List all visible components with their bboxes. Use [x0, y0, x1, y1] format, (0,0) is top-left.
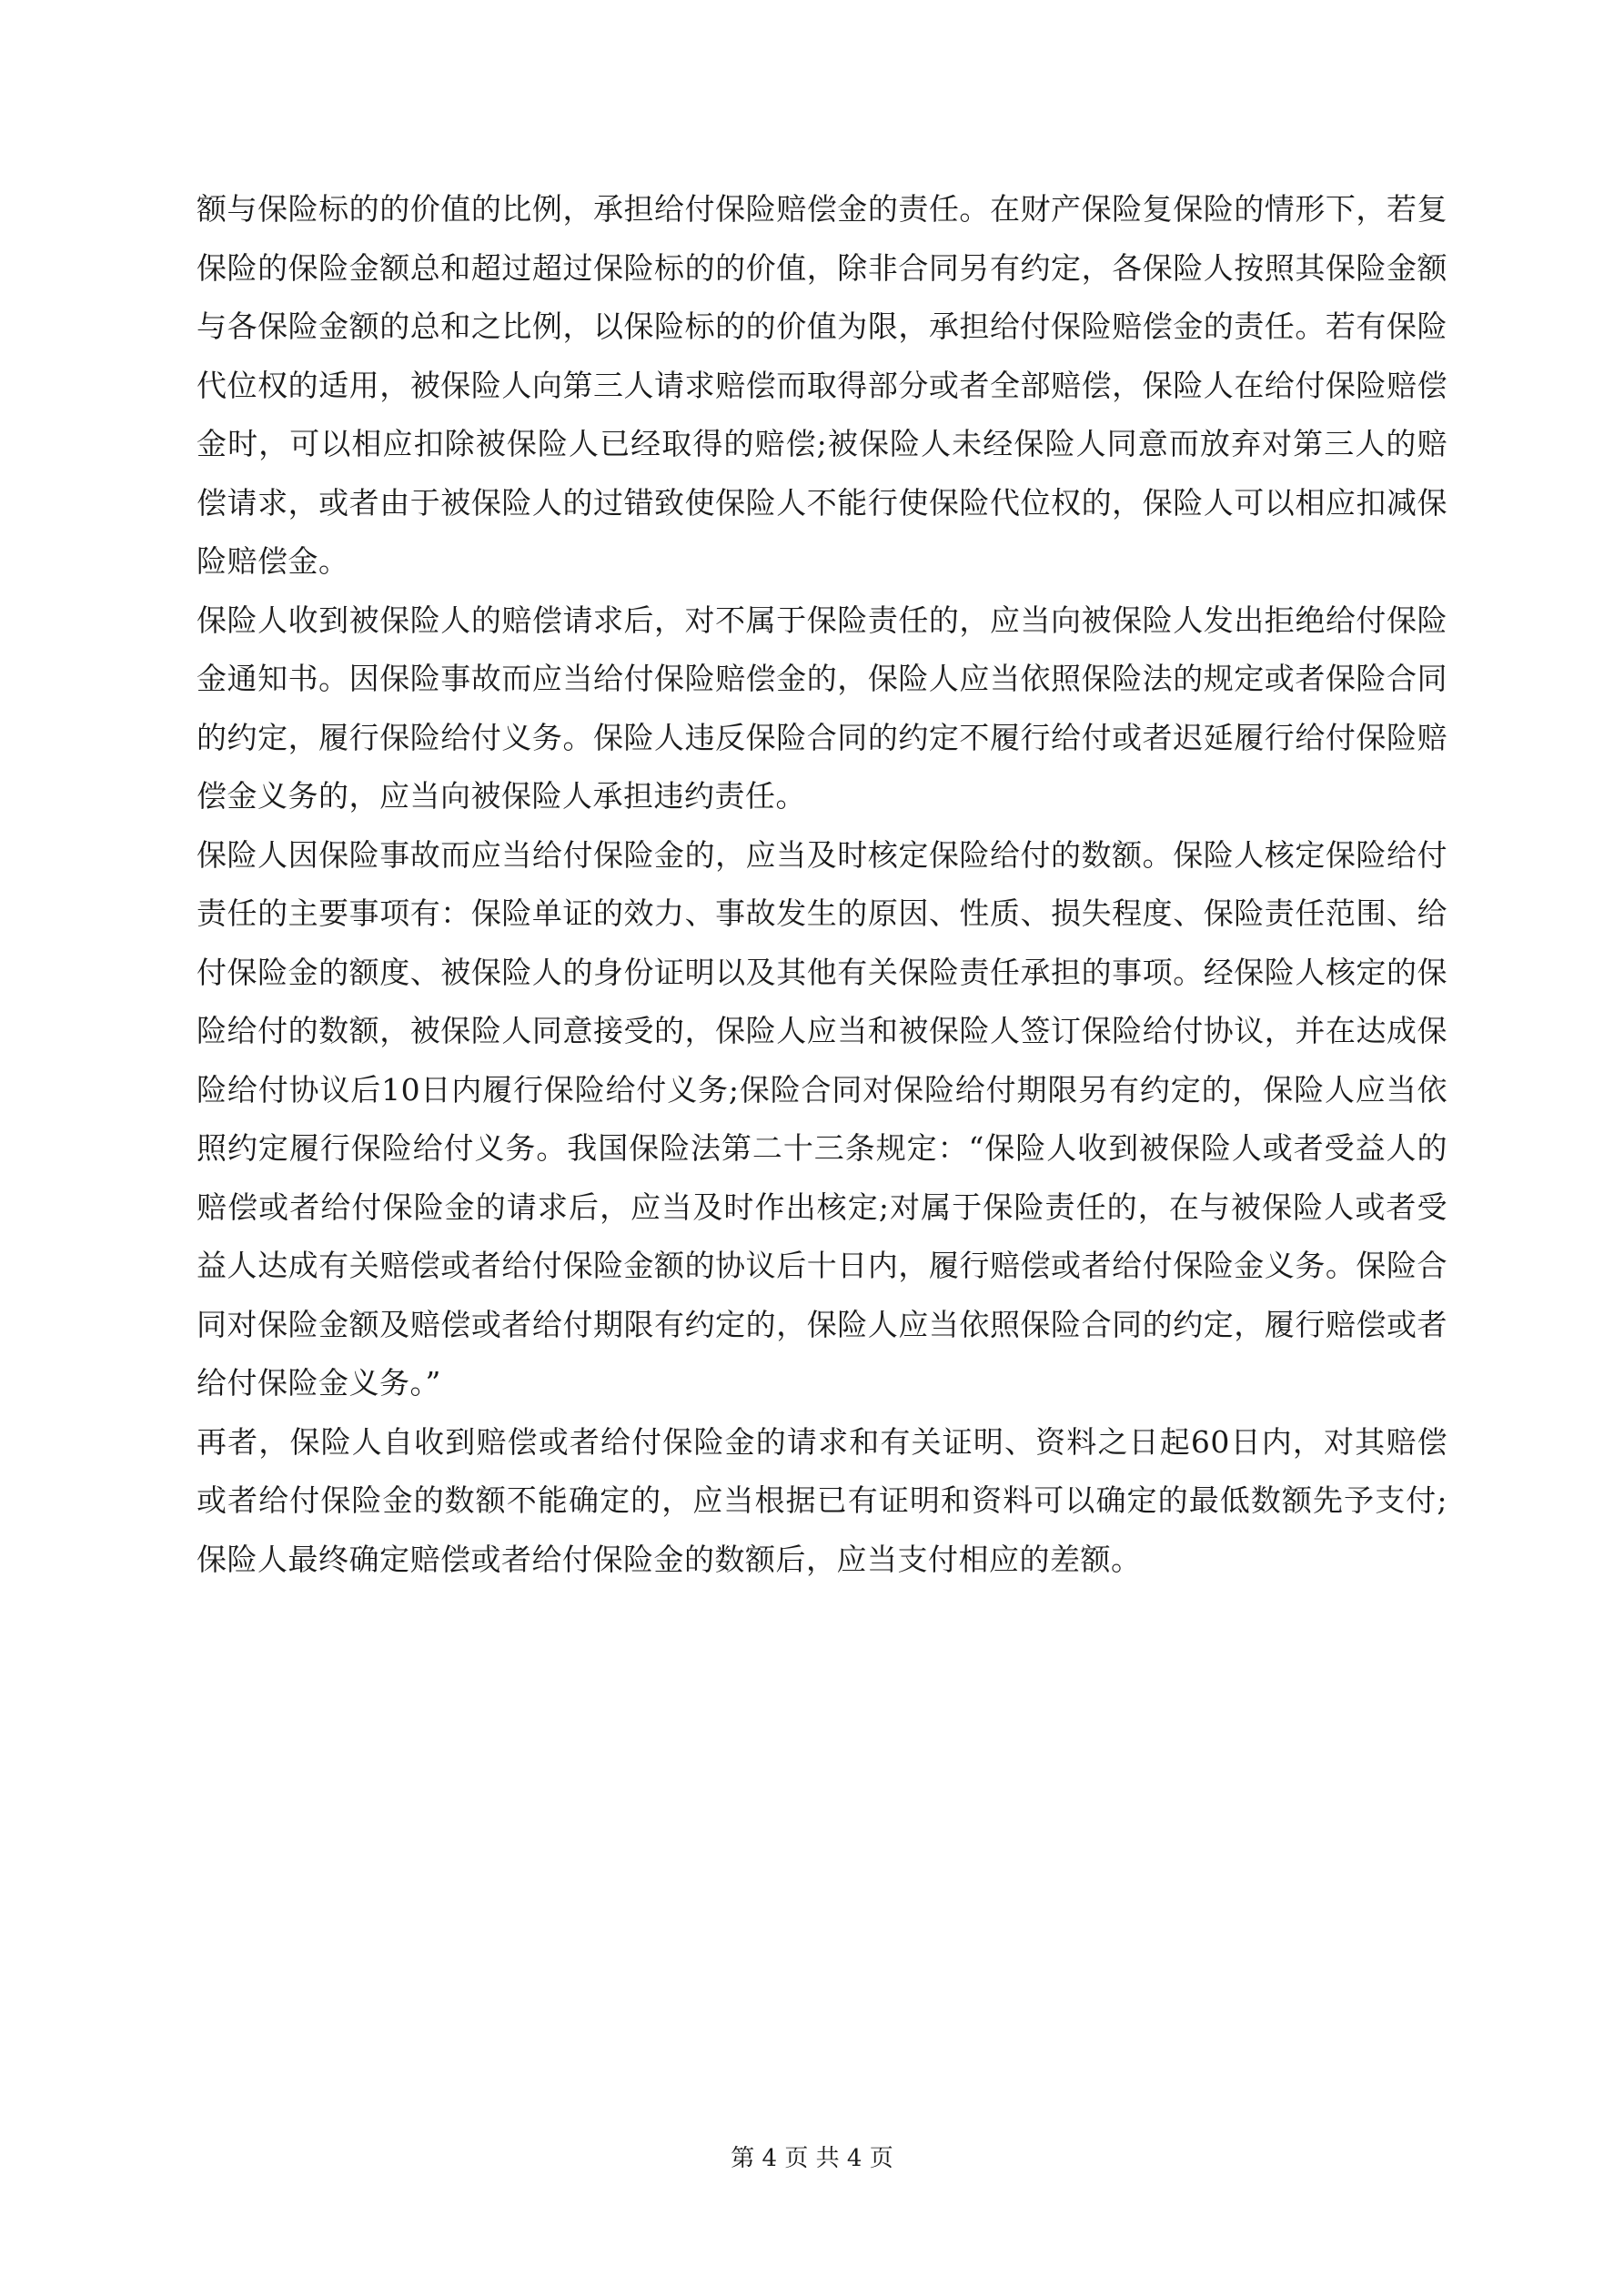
page-number-footer: 第 4 页 共 4 页 [731, 2145, 893, 2172]
document-body [197, 180, 1447, 1589]
paragraph-3: 保险人因保险事故而应当给付保险金的，应当及时核定保险给付的数额。保险人核定保险给付责任的主要事项有：保险单证的效力、事故发生的原因、性质、损失程度、保险责任范围、给付保险金的额度、被保险人的身份证明以及其他有关保险责任承担的事项。经保险人核定的保险给付的数额，被保险人同意接受的，保险人应当和被保险人签订保险给付协议，并在达成保险给付协议后10日内履行保险给付义务;保险合同对保险给付期限另有约定的，保险人应当依照约定履行保险给付义务。我国保险法第二十三条规定：“保险人收到被保险人或者受益人的赔偿或者给付保险金的请求后，应当及时作出核定;对属于保险责任的，在与被保险人或者受益人达成有关赔偿或者给付保险金额的协议后十日内，履行赔偿或者给付保险金义务。保险合同对保险金额及赔偿或者给付期限有约定的，保险人应当依照保险合同的约定，履行赔偿或者给付保险金义务。” [197, 836, 1447, 1401]
paragraph-4: 再者，保险人自收到赔偿或者给付保险金的请求和有关证明、资料之日起60日内，对其赔偿或者给付保险金的数额不能确定的，应当根据已有证明和资料可以确定的最低数额先予支付;保险人最终确定赔偿或者给付保险金的数额后，应当支付相应的差额。 [197, 1423, 1447, 1577]
paragraph-1: 额与保险标的的价值的比例，承担给付保险赔偿金的责任。在财产保险复保险的情形下，若复保险的保险金额总和超过超过保险标的的价值，除非合同另有约定，各保险人按照其保险金额与各保险金额的总和之比例，以保险标的的价值为限，承担给付保险赔偿金的责任。若有保险代位权的适用，被保险人向第三人请求赔偿而取得部分或者全部赔偿，保险人在给付保险赔偿金时，可以相应扣除被保险人已经取得的赔偿;被保险人未经保险人同意而放弃对第三人的赔偿请求，或者由于被保险人的过错致使保险人不能行使保险代位权的，保险人可以相应扣减保险赔偿金。 [197, 191, 1447, 579]
paragraph-2: 保险人收到被保险人的赔偿请求后，对不属于保险责任的，应当向被保险人发出拒绝给付保险金通知书。因保险事故而应当给付保险赔偿金的，保险人应当依照保险法的规定或者保险合同的约定，履行保险给付义务。保险人违反保险合同的约定不履行给付或者迟延履行给付保险赔偿金义务的，应当向被保险人承担违约责任。 [197, 602, 1447, 814]
